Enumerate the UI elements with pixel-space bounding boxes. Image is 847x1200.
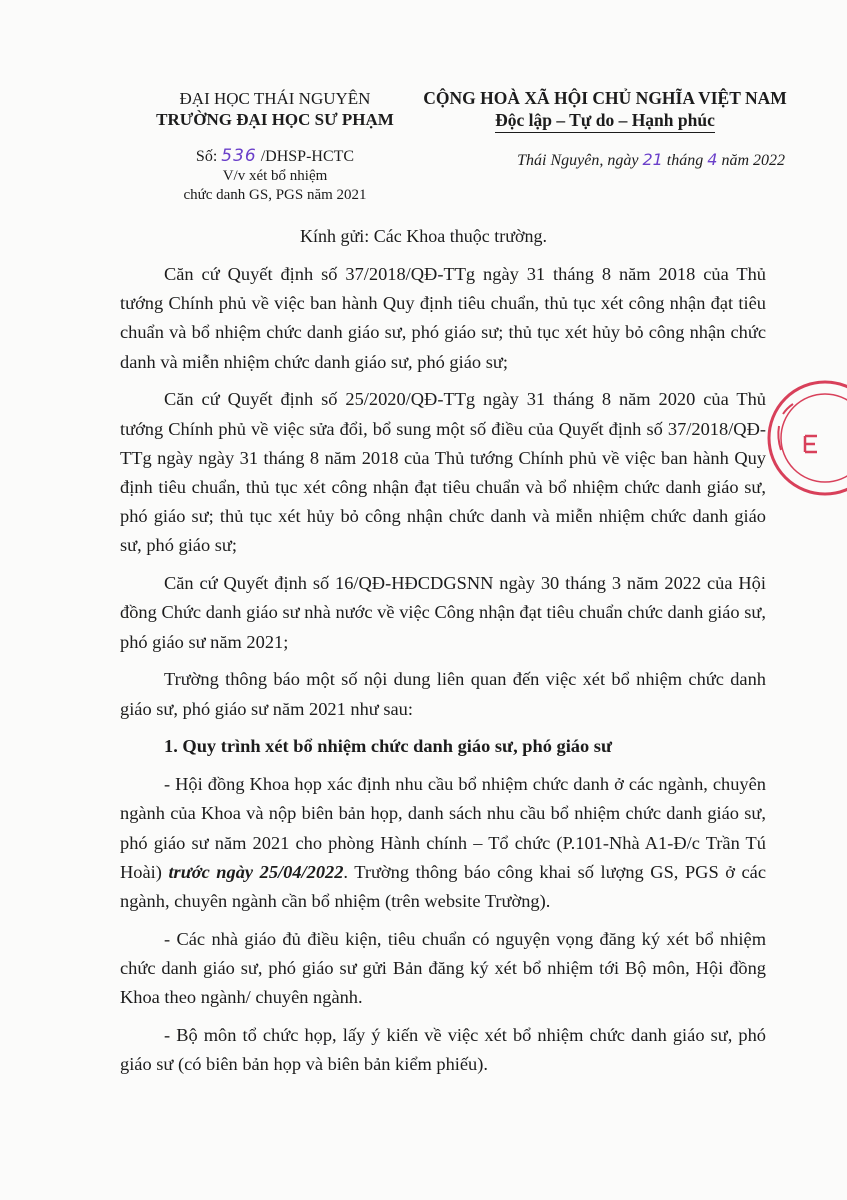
number-prefix: Số: xyxy=(195,148,222,165)
handwritten-month: 4 xyxy=(707,150,718,169)
nation-title: CỘNG HOÀ XÃ HỘI CHỦ NGHĨA VIỆT NAM xyxy=(423,88,787,108)
number-suffix: /DHSP-HCTC xyxy=(256,148,355,165)
date-month-label: tháng xyxy=(662,152,708,169)
step-1-text: - Hội đồng Khoa họp xác định nhu cầu bổ nhiệm chức danh ở các ngành, chuyên ngành của Khoa và nộp biên bản họp, danh sách nhu cầu bổ nhiệm chức danh giáo sư, phó giáo sư năm 2021 cho phòng Hành chính – Tổ chức (P.101-Nhà A1-Đ/c Trần Tú Hoài) xyxy=(120,774,766,882)
paragraph-announcement: Trường thông báo một số nội dung liên quan đến việc xét bổ nhiệm chức danh giáo sư, phó giáo sư năm 2021 như sau: xyxy=(120,669,766,719)
paragraph-legal-basis-1: Căn cứ Quyết định số 37/2018/QĐ-TTg ngày 31 tháng 8 năm 2018 của Thủ tướng Chính phủ về việc ban hành Quy định tiêu chuẩn, thủ tục xét công nhận đạt tiêu chuẩn và bổ nhiệm chức danh giáo sư, phó giáo sư; thủ tục xét hủy bỏ công nhận chức danh và miễn nhiệm chức danh giáo sư, phó giáo sư; xyxy=(120,264,766,372)
document-number xyxy=(150,146,400,167)
step-1-text-end: . Trường thông báo công khai số lượng GS, PGS ở các ngành, chuyên ngành cần bổ nhiệm (trên website Trường). xyxy=(120,861,766,912)
paragraph-legal-basis-2: Căn cứ Quyết định số 25/2020/QĐ-TTg ngày 31 tháng 8 năm 2020 của Thủ tướng Chính phủ về việc sửa đổi, bổ sung một số điều của Quyết định số 37/2018/QĐ-TTg ngày ngày 31 tháng 8 năm 2018 của Thủ tướng Chính phủ về việc ban hành Quy định tiêu chuẩn, thủ tục xét công nhận đạt tiêu chuẩn và bổ nhiệm chức danh giáo sư, phó giáo sư; thủ tục xét hủy bỏ công nhận chức danh và miễn nhiệm chức danh giáo sư, phó giáo sư; xyxy=(120,389,766,556)
stamp-inner-ring xyxy=(781,394,847,482)
handwritten-day: 21 xyxy=(642,150,663,169)
national-motto: Độc lập – Tự do – Hạnh phúc xyxy=(495,109,715,133)
subject-line-2: chức danh GS, PGS năm 2021 xyxy=(183,187,367,203)
document-body xyxy=(120,260,766,1088)
subject-line-1: V/v xét bổ nhiệm xyxy=(222,168,328,184)
paragraph-legal-basis-3: Căn cứ Quyết định số 16/QĐ-HĐCDGSNN ngày 30 tháng 3 năm 2022 của Hội đồng Chức danh giáo sư nhà nước về việc Công nhận đạt tiêu chuẩn chức danh giáo sư, phó giáo sư năm 2021; xyxy=(120,573,766,652)
organization-name: TRƯỜNG ĐẠI HỌC SƯ PHẠM xyxy=(156,110,394,129)
section-1-heading: 1. Quy trình xét bổ nhiệm chức danh giáo sư, phó giáo sư xyxy=(164,736,612,757)
paragraph-step-3: - Bộ môn tổ chức họp, lấy ý kiến về việc xét bổ nhiệm chức danh giáo sư, phó giáo sư (có biên bản họp và biên bản kiểm phiếu). xyxy=(120,1025,766,1075)
deadline-text: trước ngày 25/04/2022 xyxy=(168,861,344,882)
salutation: Kính gửi: Các Khoa thuộc trường. xyxy=(300,226,547,246)
handwritten-number: 536 xyxy=(221,146,257,166)
national-header xyxy=(420,88,790,170)
official-stamp-fragment xyxy=(765,378,847,498)
paragraph-step-2: - Các nhà giáo đủ điều kiện, tiêu chuẩn có nguyện vọng đăng ký xét bổ nhiệm chức danh giáo sư, phó giáo sư gửi Bản đăng ký xét bổ nhiệm tới Bộ môn, Hội đồng Khoa theo ngành/ chuyên ngành. xyxy=(120,928,766,1008)
stamp-mark xyxy=(805,436,817,452)
date-prefix: Thái Nguyên, ngày xyxy=(517,152,643,169)
place-date xyxy=(420,150,790,170)
issuer-block xyxy=(150,88,400,205)
date-year: năm 2022 xyxy=(717,152,785,169)
paragraph-step-1 xyxy=(120,770,766,916)
parent-organization: ĐẠI HỌC THÁI NGUYÊN xyxy=(179,89,371,108)
